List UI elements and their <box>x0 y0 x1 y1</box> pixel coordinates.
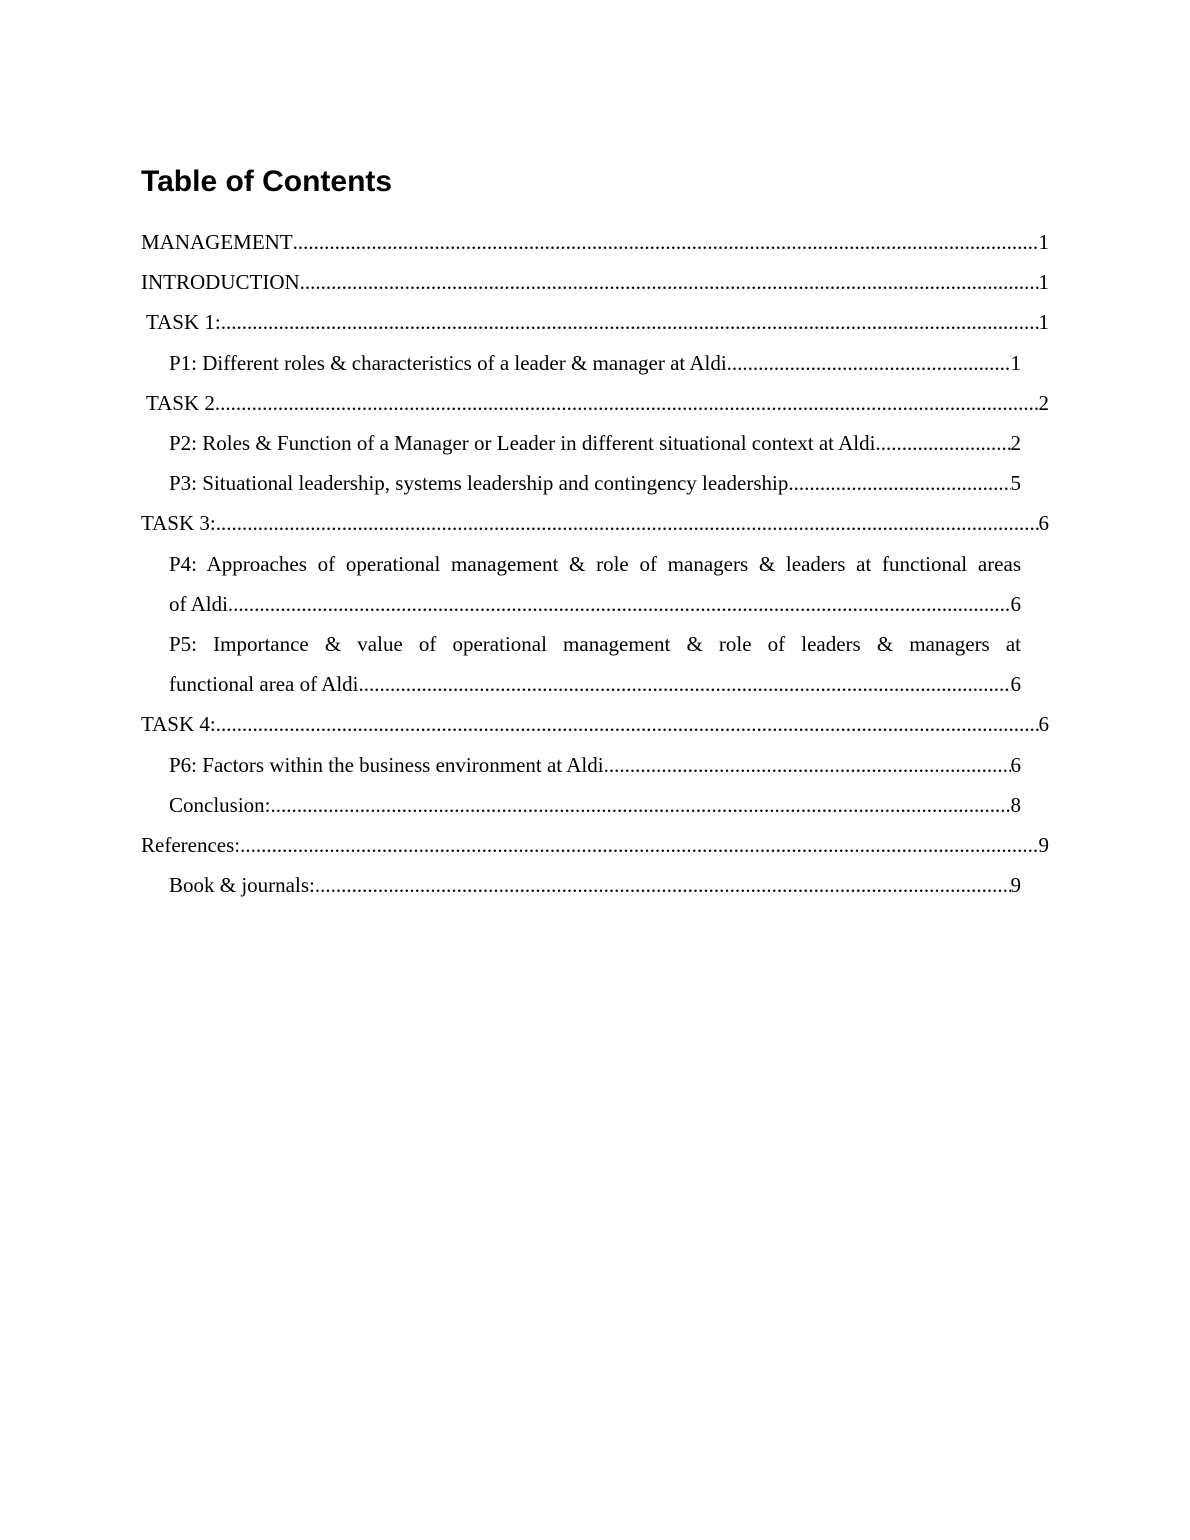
toc-page-number: 6 <box>1010 752 1021 777</box>
toc-dot-leader <box>221 302 1039 342</box>
toc-entry-title: P3: Situational leadership, systems leadership and contingency leadership <box>169 471 789 496</box>
toc-entry-p2[interactable] <box>169 423 1021 463</box>
toc-entry-title-line2: of Aldi <box>169 591 228 616</box>
toc-entry-title: Conclusion: <box>169 792 271 817</box>
toc-entry-title-line1: P5: Importance & value of operational management & role of leaders & managers at <box>169 632 1021 657</box>
toc-entry-task-1[interactable] <box>146 302 1049 342</box>
toc-heading: Table of Contents <box>141 165 393 198</box>
toc-entry-title: Book & journals: <box>169 873 315 898</box>
toc-page-number: 6 <box>1038 712 1049 737</box>
toc-dot-leader <box>359 664 1011 704</box>
toc-entry-p1[interactable] <box>169 343 1021 383</box>
toc-entry-title: INTRODUCTION <box>141 270 300 295</box>
toc-entry-task-2[interactable] <box>146 383 1049 423</box>
toc-page-number: 8 <box>1010 792 1021 817</box>
toc-dot-leader <box>240 825 1038 865</box>
toc-dot-leader <box>875 423 1010 463</box>
toc-entry-p3[interactable] <box>169 463 1021 503</box>
toc-dot-leader <box>215 383 1039 423</box>
toc-entry-p4[interactable] <box>169 544 1021 624</box>
toc-entry-title: TASK 4: <box>141 712 216 737</box>
toc-dot-leader <box>604 745 1011 785</box>
toc-page-number: 6 <box>1010 591 1021 616</box>
toc-entry-line2 <box>169 584 1021 624</box>
toc-entry-management[interactable] <box>141 222 1049 262</box>
toc-entry-introduction[interactable] <box>141 262 1049 302</box>
toc-page-number: 1 <box>1038 310 1049 335</box>
toc-page-number: 1 <box>1038 230 1049 254</box>
toc-entry-title: P1: Different roles & characteristics of a leader & manager at Aldi <box>169 350 727 375</box>
toc-entry-p6[interactable] <box>169 745 1021 785</box>
toc-page-number: 2 <box>1038 390 1049 415</box>
toc-page-number: 9 <box>1010 873 1021 898</box>
toc-dot-leader <box>293 222 1039 262</box>
toc-list <box>141 222 1049 905</box>
toc-page-number: 6 <box>1010 672 1021 697</box>
toc-entry-title: TASK 1: <box>146 310 221 335</box>
toc-entry-title: P6: Factors within the business environment at Aldi <box>169 752 604 777</box>
toc-entry-books-journals[interactable] <box>169 865 1021 905</box>
toc-entry-title: P2: Roles & Function of a Manager or Leader in different situational context at Aldi <box>169 431 876 456</box>
toc-page-number: 2 <box>1010 431 1021 456</box>
toc-dot-leader <box>271 785 1011 825</box>
toc-entry-conclusion[interactable] <box>169 785 1021 825</box>
toc-page-number: 5 <box>1010 471 1021 496</box>
toc-dot-leader <box>228 584 1011 624</box>
toc-entry-p5[interactable] <box>169 624 1021 704</box>
toc-entry-title: TASK 3: <box>141 511 216 536</box>
toc-entry-title: TASK 2 <box>146 390 215 415</box>
toc-entry-line2 <box>169 664 1021 704</box>
toc-entry-title: References: <box>141 833 241 858</box>
toc-entry-references[interactable] <box>141 825 1049 865</box>
toc-page-number: 1 <box>1038 270 1049 295</box>
toc-entry-title-line1: P4: Approaches of operational management & role of managers & leaders at functional areas <box>169 551 1021 576</box>
toc-page-number: 1 <box>1010 350 1021 375</box>
toc-dot-leader <box>727 343 1011 383</box>
toc-entry-task-4[interactable] <box>141 704 1049 744</box>
toc-entry-title-line2: functional area of Aldi <box>169 672 359 697</box>
toc-dot-leader <box>788 463 1010 503</box>
toc-entry-task-3[interactable] <box>141 503 1049 543</box>
toc-dot-leader <box>216 503 1039 543</box>
toc-entry-title: MANAGEMENT <box>141 230 293 254</box>
toc-page-number: 6 <box>1038 511 1049 536</box>
toc-dot-leader <box>315 865 1011 905</box>
toc-dot-leader <box>216 704 1039 744</box>
toc-dot-leader <box>300 262 1039 302</box>
toc-page-number: 9 <box>1038 833 1049 858</box>
